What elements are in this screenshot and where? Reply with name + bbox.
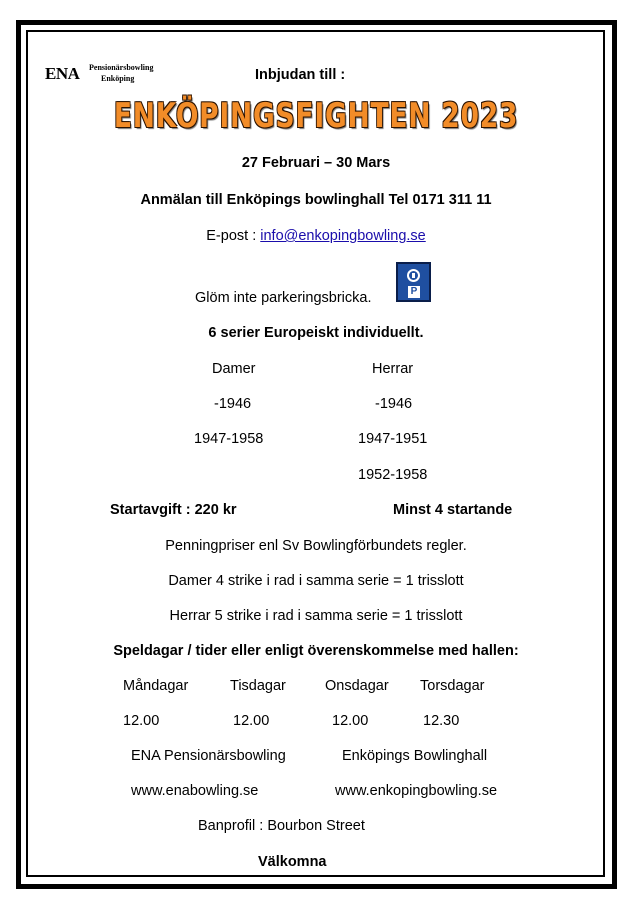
parking-disc-icon: P: [396, 262, 431, 302]
schedule-time: 12.00: [123, 713, 160, 729]
registration: Anmälan till Enköpings bowlinghall Tel 0171 311 11: [140, 192, 492, 208]
schedule-day: Måndagar: [123, 678, 189, 694]
logo-main: ENA: [45, 64, 80, 83]
schedule-time: 12.00: [332, 713, 369, 729]
email-line: [0, 228, 632, 244]
schedule-day: Tisdagar: [230, 678, 286, 694]
damer-class: -1946: [214, 396, 252, 412]
welcome: Välkomna: [258, 854, 327, 870]
parking-text: Glöm inte parkeringsbricka.: [195, 290, 372, 306]
logo-line2: Enköping: [101, 74, 135, 83]
herrar-heading: Herrar: [372, 361, 414, 377]
schedule-day: Torsdagar: [420, 678, 485, 694]
herrar-class: 1947-1951: [358, 431, 428, 447]
ena-logo: [45, 60, 155, 86]
prizes: Penningpriser enl Sv Bowlingförbundets regler.: [165, 538, 467, 554]
herrar-class: 1952-1958: [358, 467, 428, 483]
min-players: Minst 4 startande: [393, 502, 513, 518]
website-link[interactable]: www.enkopingbowling.se: [335, 783, 498, 799]
organizer: Enköpings Bowlinghall: [342, 748, 488, 764]
organizer: ENA Pensionärsbowling: [131, 748, 286, 764]
email-link[interactable]: info@enkopingbowling.se: [260, 228, 426, 244]
schedule-time: 12.00: [233, 713, 270, 729]
website-link[interactable]: www.enabowling.se: [131, 783, 259, 799]
logo-line1: Pensionärsbowling: [89, 63, 154, 72]
headline: ENKÖPINGSFIGHTEN 2023: [113, 96, 519, 136]
herrar-class: -1946: [375, 396, 413, 412]
damer-bonus: Damer 4 strike i rad i samma serie = 1 trisslott: [168, 573, 464, 589]
play-days-heading: Speldagar / tider eller enligt överenskommelse med hallen:: [113, 643, 519, 659]
dates: 27 Februari – 30 Mars: [241, 155, 391, 171]
herrar-bonus: Herrar 5 strike i rad i samma serie = 1 trisslott: [169, 608, 463, 624]
damer-class: 1947-1958: [194, 431, 264, 447]
damer-heading: Damer: [212, 361, 256, 377]
start-fee: Startavgift : 220 kr: [110, 502, 237, 518]
lane-profile: Banprofil : Bourbon Street: [198, 818, 365, 834]
email-label: E-post :: [206, 228, 261, 244]
format: 6 serier Europeiskt individuellt.: [208, 325, 424, 341]
schedule-day: Onsdagar: [325, 678, 389, 694]
schedule-time: 12.30: [423, 713, 460, 729]
invite-text: Inbjudan till :: [255, 67, 346, 83]
